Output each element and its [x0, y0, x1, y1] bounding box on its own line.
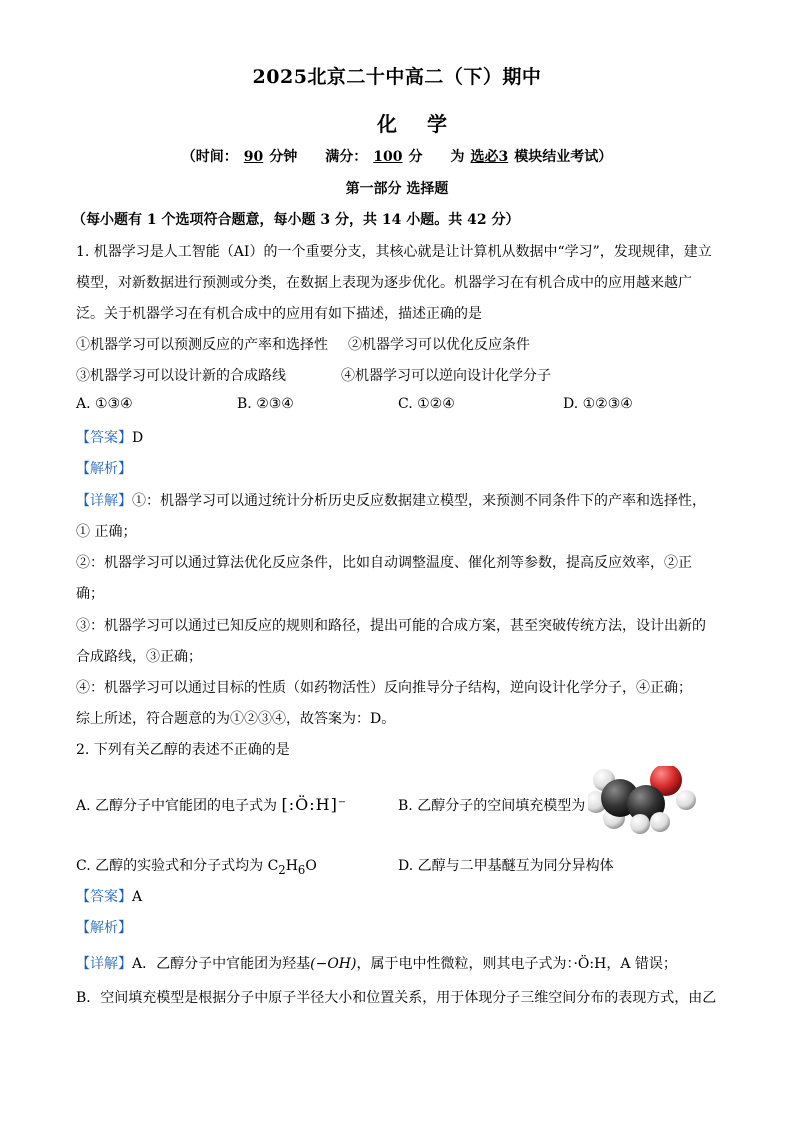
info-mid2: 分 为: [408, 149, 465, 165]
q1-stem-line1: 1. 机器学习是人工智能（AI）的一个重要分支，其核心就是让计算机从数据中“学习”，发现规律，建立: [76, 244, 712, 260]
formula-part: H: [285, 858, 298, 874]
section-title: 第一部分 选择题: [345, 181, 449, 197]
q2-option-d: D. 乙醇与二甲基醚互为同分异构体: [398, 858, 614, 874]
hydrogen-atom: [630, 814, 650, 834]
hydrogen-atom: [676, 790, 696, 810]
q2-detail-2: B．空间填充模型是根据分子中原子半径大小和位置关系，用于体现分子三维空间分布的表现方式，由乙: [76, 990, 717, 1006]
q1-option-d: D. ①②③④: [563, 396, 633, 412]
electron-formula: ·Ö:H: [573, 956, 607, 972]
q1-detail-3b: 合成路线，③正确；: [76, 649, 202, 665]
ethanol-space-filling-model: [588, 766, 698, 836]
q1-statement-3: ③机器学习可以设计新的合成路线: [76, 368, 286, 384]
q1-statement-1: ①机器学习可以预测反应的产率和选择性: [76, 337, 328, 353]
subscript: 6: [297, 862, 306, 877]
q1-stem-line3: 泛。关于机器学习在有机合成中的应用有如下描述，描述正确的是: [76, 306, 482, 322]
exam-info: [0, 146, 794, 166]
subject-title: 化学: [377, 112, 477, 136]
q1-analysis-label: 【解析】: [76, 461, 132, 477]
q1-detail-1a: [76, 490, 706, 510]
q2-analysis-label: 【解析】: [76, 920, 132, 936]
detail-label: 【详解】: [76, 493, 132, 509]
info-mid1: 分钟 满分：: [269, 149, 368, 165]
q2-stem: 2. 下列有关乙醇的表述不正确的是: [76, 742, 290, 758]
answer-value: A: [132, 889, 143, 905]
detail-label: 【详解】: [76, 956, 132, 972]
module-value: 选必3: [470, 149, 509, 165]
time-value: 90: [243, 149, 264, 165]
q2-option-b: B. 乙醇分子的空间填充模型为: [398, 798, 586, 814]
detail-text: ，A 错误；: [606, 956, 677, 972]
hydrogen-atom: [650, 812, 670, 832]
detail-text: ①：机器学习可以通过统计分析历史反应数据建立模型，来预测不同条件下的产率和选择性，: [132, 493, 706, 509]
info-pre: （时间：: [181, 149, 238, 165]
answer-label: 【答案】: [76, 430, 132, 446]
q1-statement-4: ④机器学习可以逆向设计化学分子: [341, 368, 551, 384]
q2-answer: [76, 886, 142, 906]
q1-detail-3a: ③：机器学习可以通过已知反应的规则和路径，提出可能的合成方案，甚至突破传统方法，设计出新的: [76, 618, 706, 634]
subscript: 2: [278, 862, 286, 877]
section-note: （每小题有 1 个选项符合题意，每小题 3 分，共 14 小题。共 42 分）: [72, 212, 520, 228]
q1-detail-4: ④：机器学习可以通过目标的性质（如药物活性）反向推导分子结构，逆向设计化学分子，④正确；: [76, 680, 692, 696]
q1-detail-1b: ① 正确；: [76, 524, 137, 540]
q1-option-a: A. ①③④: [76, 396, 133, 412]
score-value: 100: [373, 149, 403, 165]
page-title: 2025北京二十中高二（下）期中: [252, 66, 542, 88]
q1-option-c: C. ①②④: [398, 396, 455, 412]
q1-option-b: B. ②③④: [237, 396, 294, 412]
q2-option-a: [76, 795, 347, 815]
formula-part: O: [305, 858, 317, 874]
q1-stem-line2: 模型，对新数据进行预测或分类，在数据上表现为逐步优化。机器学习在有机合成中的应用越来越广: [76, 275, 692, 291]
q1-detail-2b: 确；: [76, 586, 104, 602]
q1-detail-2a: ②：机器学习可以通过算法优化反应条件，比如自动调整温度、催化剂等参数，提高反应效率，②正: [76, 555, 692, 571]
answer-value: D: [132, 430, 144, 446]
q2-option-c-text: C. 乙醇的实验式和分子式均为 C: [76, 858, 279, 874]
q2-option-a-text: A. 乙醇分子中官能团的电子式为: [76, 798, 278, 814]
hydroxyl-group: (−OH): [310, 956, 357, 972]
q2-option-c: [76, 855, 317, 877]
detail-text: ，属于电中性微粒，则其电子式为：: [356, 956, 574, 972]
answer-label: 【答案】: [76, 889, 132, 905]
detail-text: A．乙醇分子中官能团为羟基: [132, 956, 311, 972]
q2-detail-1: [76, 953, 677, 973]
q1-answer: [76, 427, 143, 447]
info-post: 模块结业考试）: [514, 149, 613, 165]
electron-formula: [:Ö:H]⁻: [281, 795, 348, 814]
q1-summary: 综上所述，符合题意的为①②③④，故答案为：D。: [76, 711, 396, 727]
q1-statement-2: ②机器学习可以优化反应条件: [348, 337, 530, 353]
